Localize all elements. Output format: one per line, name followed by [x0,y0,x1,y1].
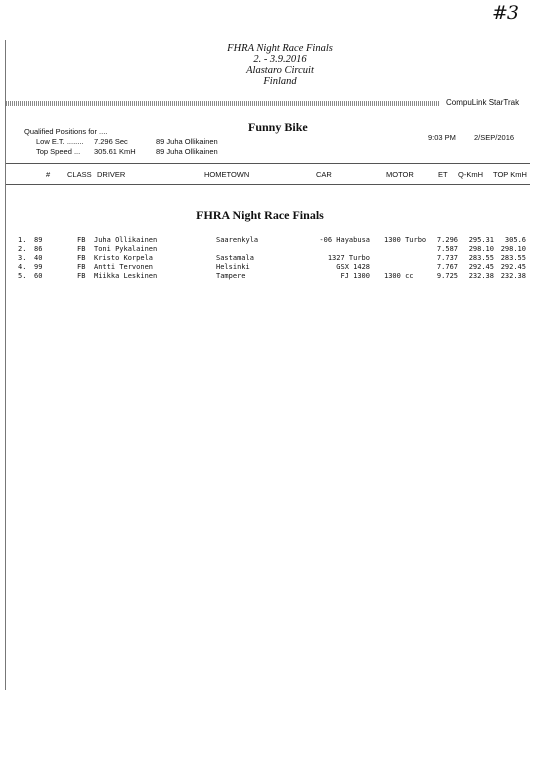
et-cell: 7.587 [436,245,458,253]
et-cell: 7.767 [436,263,458,271]
col-header-driver: DRIVER [97,170,126,179]
top-kmh-cell: 232.38 [500,272,526,280]
motor-cell: 1300 Turbo [384,236,427,244]
col-header-num: # [46,170,51,179]
position-cell: 2. [18,245,27,253]
meet-dates: 2. - 3.9.2016 [253,54,307,65]
car-cell: GSX 1428 [336,263,370,271]
position-cell: 1. [18,236,27,244]
q-kmh-cell: 298.10 [468,245,494,253]
class-cell: FB [77,245,86,253]
low-et-label: Low E.T. ........ [36,137,84,146]
col-header-car: CAR [316,170,332,179]
print-time: 9:03 PM [428,133,456,142]
top-speed-holder: 89 Juha Ollikainen [156,147,218,156]
et-cell: 9.725 [436,272,458,280]
meet-title-block [180,43,380,87]
hometown-cell: Saarenkyla [216,236,259,244]
class-cell: FB [77,272,86,280]
q-kmh-cell: 292.45 [468,263,494,271]
number-cell: 86 [34,245,43,253]
number-cell: 40 [34,254,43,262]
software-brand: CompuLink StarTrak [446,98,520,107]
qualified-title: Qualified Positions for .... [24,127,108,136]
top-speed-value: 305.61 KmH [94,147,136,156]
class-cell: FB [77,236,86,244]
number-cell: 89 [34,236,43,244]
top-kmh-cell: 298.10 [500,245,526,253]
class-cell: FB [77,254,86,262]
meet-circuit: Alastaro Circuit [246,65,314,76]
col-header-motor: MOTOR [386,170,414,179]
motor-cell: 1300 cc [384,272,414,280]
top-speed-label: Top Speed ... [36,147,81,156]
section-title: FHRA Night Race Finals [196,208,324,222]
handwritten-page-number: #3 [492,2,519,24]
car-cell: -06 Hayabusa [319,236,370,244]
hometown-cell: Sastamala [216,254,254,262]
number-cell: 99 [34,263,43,271]
class-cell: FB [77,263,86,271]
left-margin-rule [5,40,6,690]
hometown-cell: Tampere [216,272,246,280]
driver-cell: Miikka Leskinen [94,272,158,280]
hometown-cell: Helsinki [216,263,250,271]
meet-country: Finland [263,76,297,87]
et-cell: 7.737 [436,254,458,262]
header-bottom-rule [6,184,530,185]
top-kmh-cell: 305.6 [504,236,526,244]
position-cell: 3. [18,254,27,262]
col-header-hometown: HOMETOWN [204,170,250,179]
col-header-topkmh: TOP KmH [493,170,527,179]
q-kmh-cell: 283.55 [468,254,494,262]
driver-cell: Antti Tervonen [94,263,154,271]
col-header-class: CLASS [67,170,92,179]
car-cell: FJ 1300 [340,272,370,280]
position-cell: 5. [18,272,27,280]
driver-cell: Toni Pykalainen [94,245,158,253]
meet-title: FHRA Night Race Finals [227,43,333,54]
col-header-qkmh: Q-KmH [458,170,483,179]
top-speed-row [24,147,218,157]
col-header-et: ET [438,170,448,179]
number-cell: 60 [34,272,43,280]
low-et-row [24,137,218,147]
driver-cell: Juha Ollikainen [94,236,158,244]
driver-cell: Kristo Korpela [94,254,154,262]
car-cell: 1327 Turbo [327,254,370,262]
et-cell: 7.296 [436,236,458,244]
position-cell: 4. [18,263,27,271]
header-top-rule [6,163,530,164]
top-kmh-cell: 292.45 [500,263,526,271]
qualified-positions [24,127,218,157]
print-date: 2/SEP/2016 [474,133,515,142]
event-name: Funny Bike [248,120,308,134]
low-et-holder: 89 Juha Ollikainen [156,137,218,146]
q-kmh-cell: 232.38 [468,272,494,280]
q-kmh-cell: 295.31 [468,236,494,244]
hatched-divider [6,101,439,106]
low-et-value: 7.296 Sec [94,137,128,146]
top-kmh-cell: 283.55 [500,254,526,262]
